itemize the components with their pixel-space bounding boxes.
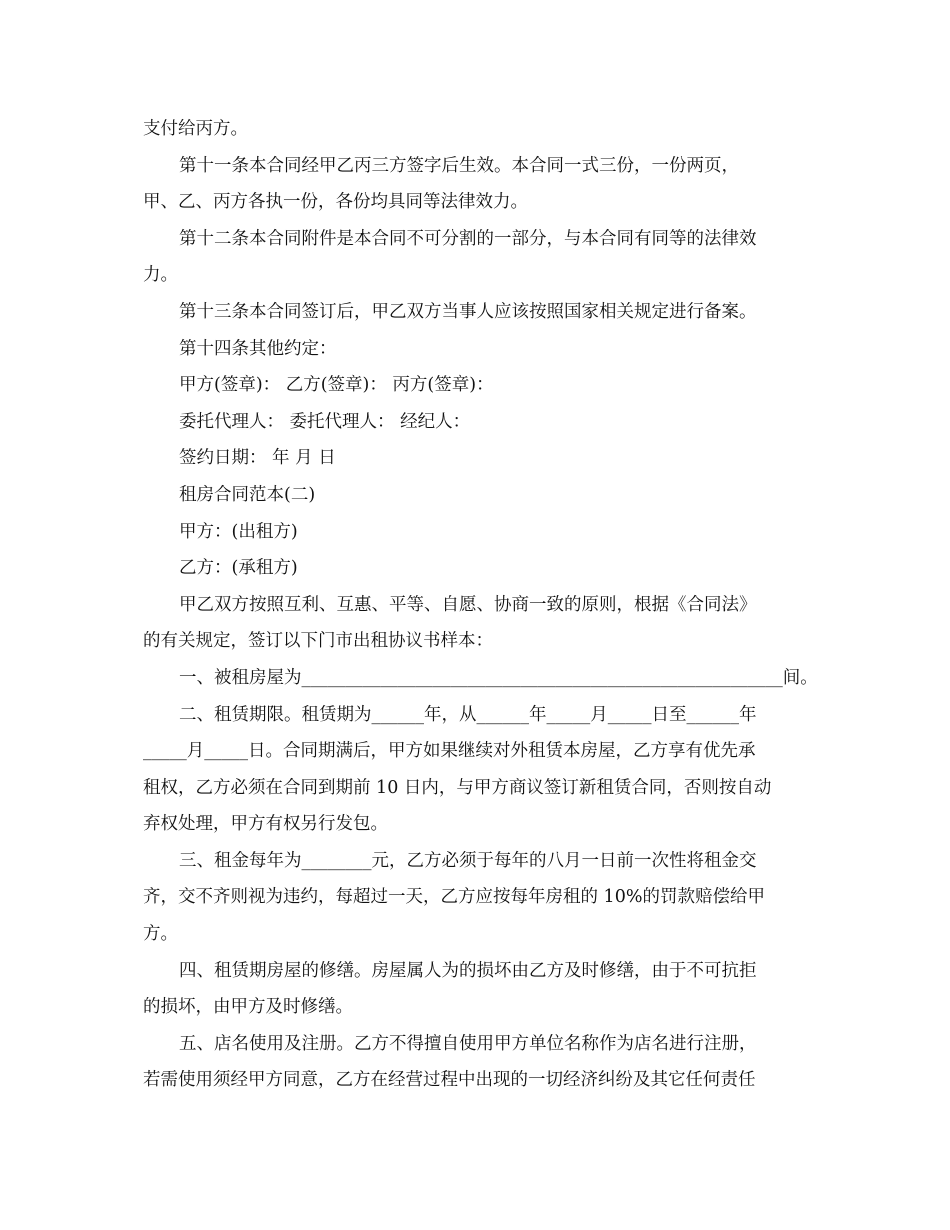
text-line: 甲乙双方按照互利、互惠、平等、自愿、协商一致的原则，根据《合同法》 xyxy=(179,594,757,615)
text-line: 的损坏，由甲方及时修缮。 xyxy=(143,997,353,1018)
text-line: 租权，乙方必须在合同到期前 10 日内，与甲方商议签订新租赁合同，否则按自动 xyxy=(143,777,772,798)
text-line: _____月_____日。合同期满后，甲方如果继续对外租赁本房屋，乙方享有优先承 xyxy=(143,741,756,762)
text-line: 若需使用须经甲方同意，乙方在经营过程中出现的一切经济纠纷及其它任何责任 xyxy=(143,1070,756,1091)
text-line: 支付给丙方。 xyxy=(143,119,248,139)
text-line: 五、店名使用及注册。乙方不得擅自使用甲方单位名称作为店名进行注册， xyxy=(179,1033,757,1054)
text-line: 委托代理人： 委托代理人： 经纪人： xyxy=(179,411,471,432)
text-line: 一、被租房屋为_______________________________________________________间。 xyxy=(179,667,818,688)
text-line: 第十四条其他约定： xyxy=(179,338,337,359)
text-line: 方。 xyxy=(143,924,178,945)
text-line: 签约日期： 年 月 日 xyxy=(179,448,336,469)
text-line: 甲方：(出租方) xyxy=(179,521,298,542)
text-line: 四、租赁期房屋的修缮。房屋属人为的损坏由乙方及时修缮，由于不可抗拒 xyxy=(179,960,757,981)
text-line: 第十二条本合同附件是本合同不可分割的一部分，与本合同有同等的法律效 xyxy=(179,228,757,249)
text-line: 甲方(签章)： 乙方(签章)： 丙方(签章)： xyxy=(179,375,494,396)
text-line: 第十三条本合同签订后，甲乙双方当事人应该按照国家相关规定进行备案。 xyxy=(179,301,757,322)
document-body xyxy=(143,111,818,1099)
text-line: 租房合同范本(二) xyxy=(179,484,316,505)
text-line: 乙方：(承租方) xyxy=(179,558,298,579)
text-line: 齐，交不齐则视为违约，每超过一天，乙方应按每年房租的 10%的罚款赔偿给甲 xyxy=(143,887,765,908)
text-line: 力。 xyxy=(143,265,178,286)
text-line: 第十一条本合同经甲乙丙三方签字后生效。本合同一式三份，一份两页， xyxy=(179,155,739,176)
text-line: 三、租金每年为________元，乙方必须于每年的八月一日前一次性将租金交 xyxy=(179,850,757,871)
text-line: 的有关规定，签订以下门市出租协议书样本： xyxy=(143,631,493,652)
text-line: 弃权处理，甲方有权另行发包。 xyxy=(143,814,388,835)
text-line: 二、租赁期限。租赁期为______年，从______年_____月_____日至______年 xyxy=(179,704,757,725)
text-line: 甲、乙、丙方各执一份，各份均具同等法律效力。 xyxy=(143,192,528,213)
